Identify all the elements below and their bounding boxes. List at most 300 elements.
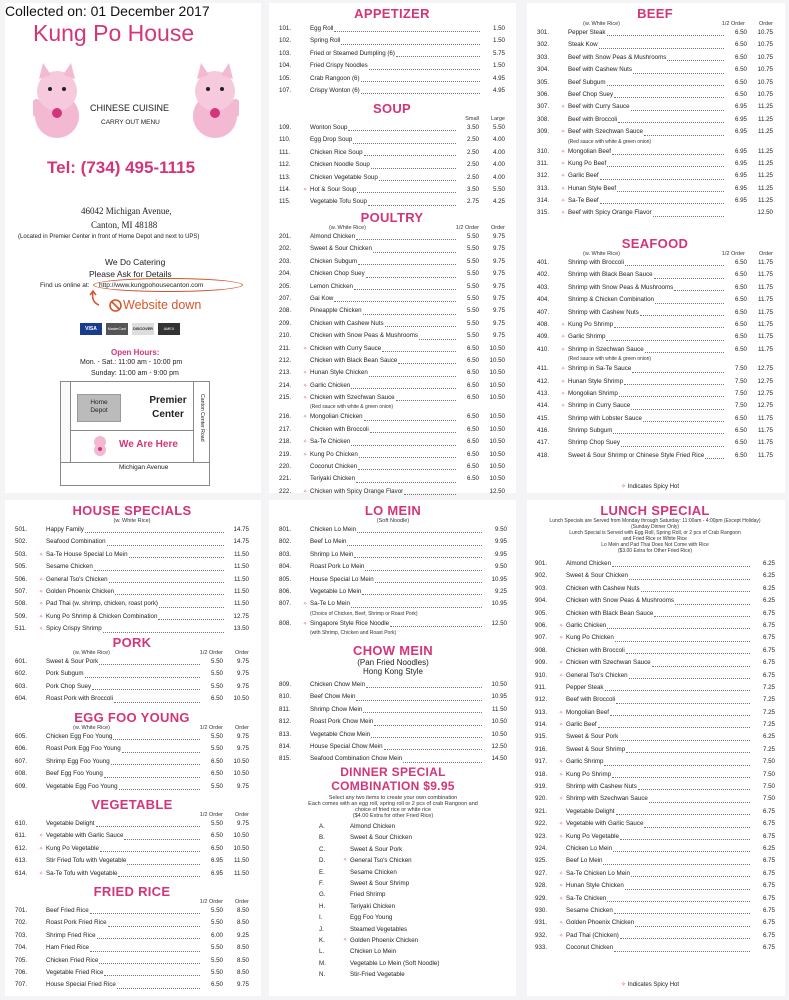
half-order-price: 6.50 bbox=[466, 450, 479, 458]
lomein-section bbox=[279, 503, 507, 637]
dot-leader bbox=[645, 352, 724, 353]
dinner-desc4: ($4.00 Extra for other Fried Rice) bbox=[352, 813, 434, 819]
spicy-pepper-icon: ✧ bbox=[561, 210, 566, 217]
half-order-price: 5.50 bbox=[466, 307, 479, 315]
dot-leader bbox=[357, 192, 456, 193]
order-price: 6.75 bbox=[762, 671, 775, 679]
menu-item-row bbox=[535, 558, 775, 570]
item-number: 611. bbox=[15, 832, 27, 840]
item-number: 810. bbox=[279, 693, 292, 701]
order-price: 1.50 bbox=[492, 62, 505, 70]
order-price: 11.50 bbox=[233, 563, 249, 571]
order-price: 9.75 bbox=[492, 282, 505, 290]
menu-item-row bbox=[15, 598, 249, 610]
item-number: 509. bbox=[15, 612, 28, 620]
order-price: 11.75 bbox=[757, 345, 773, 353]
menu-item-row bbox=[279, 618, 507, 630]
chowmein-sub2: Hong Kong Style bbox=[362, 667, 424, 676]
item-number: 203. bbox=[279, 257, 292, 265]
col-header-half: 1/2 Order bbox=[199, 812, 223, 818]
menu-item-row bbox=[279, 281, 505, 293]
item-number: 102. bbox=[279, 37, 292, 45]
spicy-pepper-icon: ✧ bbox=[559, 821, 564, 828]
dot-leader bbox=[600, 203, 724, 204]
item-number: 917. bbox=[535, 758, 548, 766]
egg-list bbox=[15, 731, 249, 793]
panel-lunch bbox=[527, 500, 785, 996]
menu-item-row bbox=[535, 682, 775, 694]
item-name: Almond Chicken bbox=[310, 232, 356, 240]
cat-marker-icon bbox=[91, 434, 109, 456]
dot-leader bbox=[641, 591, 750, 592]
spicy-pepper-icon: ✧ bbox=[39, 626, 44, 633]
menu-item-row bbox=[537, 257, 773, 269]
item-number: 309. bbox=[537, 128, 550, 136]
spicy-pepper-icon: ✧ bbox=[561, 390, 566, 397]
order-price: 7.50 bbox=[762, 795, 775, 803]
menu-item-row bbox=[537, 114, 773, 126]
item-name: Golden Phoenix Chicken bbox=[566, 919, 635, 927]
col-header-order: Order bbox=[234, 650, 249, 656]
item-name: Vegetable Egg Foo Young bbox=[46, 782, 118, 790]
order-price: 7.25 bbox=[762, 721, 775, 729]
item-number: N. bbox=[319, 971, 326, 979]
item-name: Sweet & Sour Shrimp bbox=[566, 745, 626, 753]
item-name: Shrimp & Chicken Combination bbox=[568, 296, 654, 304]
menu-item-row bbox=[319, 912, 507, 923]
menu-item-row bbox=[535, 620, 775, 632]
item-number: 402. bbox=[537, 271, 550, 279]
dot-leader bbox=[351, 388, 456, 389]
item-number: 210. bbox=[279, 332, 292, 340]
order-price: 11.75 bbox=[757, 439, 773, 447]
order-price: 10.50 bbox=[489, 394, 505, 402]
order-price: 14.75 bbox=[233, 538, 249, 546]
item-number: 311. bbox=[537, 159, 549, 167]
menu-item-row bbox=[535, 893, 775, 905]
item-number: 413. bbox=[537, 389, 550, 397]
lomein-list bbox=[279, 524, 507, 637]
item-name: Chicken with Snow Peas & Mushrooms bbox=[566, 597, 674, 605]
dot-leader bbox=[625, 265, 724, 266]
half-order-price: 6.50 bbox=[466, 413, 479, 421]
half-order-price: 6.50 bbox=[734, 271, 747, 279]
half-order-price: 6.50 bbox=[734, 283, 747, 291]
menu-item-row bbox=[279, 147, 505, 159]
item-number: 907. bbox=[535, 634, 548, 642]
item-name: Chicken with Curry Sauce bbox=[310, 344, 382, 352]
menu-item-row bbox=[537, 101, 773, 113]
order-price: 9.75 bbox=[236, 981, 249, 989]
item-name: House Special Fried Rice bbox=[46, 981, 116, 989]
dot-leader bbox=[616, 814, 750, 815]
item-name: Crispy Wonton (6) bbox=[310, 86, 360, 94]
item-name: Beef with Broccoli bbox=[566, 696, 616, 704]
order-price: 5.50 bbox=[492, 123, 505, 131]
order-price: 6.75 bbox=[762, 857, 775, 865]
item-name: Beef with Cashew Nuts bbox=[568, 66, 632, 74]
order-price: 6.75 bbox=[762, 894, 775, 902]
col-header-half: 1/2 Order bbox=[721, 21, 745, 27]
order-price: 10.95 bbox=[491, 575, 507, 583]
find-us-label: Find us online at: bbox=[40, 282, 90, 289]
item-number: 410. bbox=[537, 345, 550, 353]
item-number: 506. bbox=[15, 575, 28, 583]
item-number: 113. bbox=[279, 173, 291, 181]
item-number: 508. bbox=[15, 600, 28, 608]
menu-item-row bbox=[279, 60, 505, 72]
spicy-pepper-icon: ✧ bbox=[303, 370, 308, 377]
item-name: Pad Thai (w. shrimp, chicken, roast pork) bbox=[46, 600, 158, 608]
pepper-icon: ✧ bbox=[621, 484, 628, 490]
dot-leader bbox=[118, 876, 200, 877]
lomein-subtitle: (Soft Noodle) bbox=[376, 518, 410, 524]
item-name: Beef with Szechwan Sauce bbox=[568, 128, 643, 136]
menu-item-row bbox=[535, 632, 775, 644]
beef-subtitle: (w. White Rice) bbox=[583, 21, 620, 27]
dot-leader bbox=[369, 376, 456, 377]
item-number: 416. bbox=[537, 427, 550, 435]
item-name: Beef with Broccoli bbox=[568, 115, 618, 123]
dot-leader bbox=[124, 839, 200, 840]
spicy-pepper-icon: ✧ bbox=[39, 551, 44, 558]
dinner-list bbox=[279, 821, 507, 980]
item-number: 412. bbox=[537, 377, 550, 385]
half-order-price: 6.50 bbox=[210, 770, 223, 778]
dot-leader bbox=[644, 827, 750, 828]
hours-weekday: Mon. - Sat.: 11:00 am - 10:00 pm bbox=[80, 359, 183, 366]
michigan-avenue-label: Michigan Avenue bbox=[119, 464, 169, 471]
menu-item-row bbox=[15, 967, 249, 979]
lucky-cat-left-icon bbox=[27, 61, 87, 141]
menu-item-row bbox=[537, 170, 773, 182]
item-name: Shrimp in Szechwan Sauce bbox=[568, 345, 644, 353]
order-price: 6.75 bbox=[762, 919, 775, 927]
order-price: 1.50 bbox=[492, 37, 505, 45]
order-price: 7.25 bbox=[762, 708, 775, 716]
order-price: 6.75 bbox=[762, 832, 775, 840]
order-price: 11.50 bbox=[233, 575, 249, 583]
item-number: 811. bbox=[279, 705, 291, 713]
menu-item-row bbox=[279, 461, 505, 473]
order-price: 4.00 bbox=[492, 136, 505, 144]
spicy-pepper-icon: ✧ bbox=[561, 148, 566, 155]
order-price: 12.75 bbox=[233, 612, 249, 620]
item-name: Hunan Style Beef bbox=[568, 184, 617, 192]
dot-leader bbox=[632, 372, 724, 373]
veg-section bbox=[15, 797, 249, 880]
item-name: Fried Shrimp bbox=[350, 891, 386, 899]
item-name: Garlic Chicken bbox=[566, 621, 607, 629]
order-price: 9.25 bbox=[494, 587, 507, 595]
col-header-order: Order bbox=[234, 899, 249, 905]
item-number: 933. bbox=[535, 944, 548, 952]
item-number: E. bbox=[319, 868, 325, 876]
item-name: Roast Pork Chow Mein bbox=[310, 718, 374, 726]
item-number: 105. bbox=[279, 74, 292, 82]
dot-leader bbox=[85, 532, 224, 533]
seafood-subtitle: (w. White Rice) bbox=[583, 251, 620, 257]
order-price: 11.75 bbox=[757, 283, 773, 291]
lunch-section bbox=[535, 503, 775, 955]
dot-leader bbox=[655, 303, 724, 304]
soup-title: SOUP bbox=[372, 101, 412, 116]
order-price: 10.50 bbox=[489, 425, 505, 433]
item-name: Garlic Shrimp bbox=[566, 758, 604, 766]
item-number: 925. bbox=[535, 857, 548, 865]
map-side-strip bbox=[61, 382, 71, 462]
panel-beef-seafood bbox=[527, 3, 785, 493]
dot-leader bbox=[109, 582, 224, 583]
item-number: 101. bbox=[279, 24, 292, 32]
order-price: 9.50 bbox=[494, 525, 507, 533]
half-order-price: 6.95 bbox=[734, 172, 747, 180]
item-number: 706. bbox=[15, 968, 28, 976]
order-price: 11.25 bbox=[757, 159, 773, 167]
order-price: 4.00 bbox=[492, 173, 505, 181]
dot-leader bbox=[600, 179, 724, 180]
dot-leader bbox=[119, 789, 200, 790]
panel-appetizer-poultry bbox=[269, 3, 516, 493]
item-name: Shrimp with Lobster Sauce bbox=[568, 414, 642, 422]
menu-item-row bbox=[535, 744, 775, 756]
item-name: Chicken Lo Mein bbox=[310, 525, 357, 533]
half-order-price: 6.50 bbox=[210, 832, 223, 840]
item-name: Shrimp Fried Rice bbox=[46, 931, 96, 939]
menu-item-row bbox=[279, 367, 505, 379]
order-price: 9.50 bbox=[494, 563, 507, 571]
item-name: Chicken Subgum bbox=[310, 257, 358, 265]
order-price: 11.25 bbox=[757, 172, 773, 180]
half-order-price: 6.50 bbox=[734, 53, 747, 61]
order-price: 6.75 bbox=[762, 659, 775, 667]
lunch-desc3: Lunch Special is Served with Egg Roll, Spring Roll, or 2 pcs of Crab Rangoon bbox=[569, 530, 741, 536]
menu-item-row bbox=[279, 122, 505, 134]
item-number: 608. bbox=[15, 770, 28, 778]
appetizer-section bbox=[279, 6, 505, 97]
half-order-price: 5.50 bbox=[210, 657, 223, 665]
item-note: (Choice of Chicken, Beef, Shrimp or Roast Pork) bbox=[310, 610, 418, 617]
spicy-pepper-icon: ✧ bbox=[559, 771, 564, 778]
dot-leader bbox=[370, 432, 456, 433]
item-name: Kung Po Beef bbox=[568, 159, 607, 167]
item-number: 407. bbox=[537, 308, 550, 316]
order-price: 10.50 bbox=[233, 832, 249, 840]
order-price: 11.75 bbox=[757, 333, 773, 341]
item-number: G. bbox=[319, 891, 326, 899]
dot-leader bbox=[373, 252, 456, 253]
order-price: 10.50 bbox=[489, 369, 505, 377]
order-price: 7.25 bbox=[762, 745, 775, 753]
item-name: Chicken Lo Mein bbox=[566, 844, 613, 852]
spicy-legend-bottom bbox=[621, 981, 679, 988]
tagline-cuisine: CHINESE CUISINE bbox=[90, 103, 170, 113]
menu-item-row bbox=[15, 574, 249, 586]
item-number: 924. bbox=[535, 844, 548, 852]
half-order-price: 6.50 bbox=[466, 463, 479, 471]
item-name: Spring Roll bbox=[310, 37, 341, 45]
order-price: 11.25 bbox=[757, 128, 773, 136]
item-number: 213. bbox=[279, 369, 292, 377]
dot-leader bbox=[674, 290, 724, 291]
spicy-pepper-icon: ✧ bbox=[561, 403, 566, 410]
item-note: (Red sauce with white & green onion) bbox=[568, 356, 652, 363]
item-number: 315. bbox=[537, 209, 550, 217]
item-name: Vegetable Fried Rice bbox=[46, 968, 104, 976]
menu-item-row bbox=[279, 184, 505, 196]
menu-item-row bbox=[279, 343, 505, 355]
half-order-price: 5.50 bbox=[466, 232, 479, 240]
order-price: 10.75 bbox=[757, 90, 773, 98]
half-order-price: 3.50 bbox=[466, 185, 479, 193]
menu-item-row bbox=[15, 768, 249, 780]
order-price: 9.25 bbox=[236, 931, 249, 939]
order-price: 10.75 bbox=[757, 53, 773, 61]
half-order-price: 5.50 bbox=[210, 670, 223, 678]
spicy-pepper-icon: ✧ bbox=[559, 635, 564, 642]
hours-sunday: Sunday: 11:00 am - 9:00 pm bbox=[91, 370, 179, 377]
dot-leader bbox=[334, 301, 456, 302]
dot-leader bbox=[640, 315, 724, 316]
item-name: Chicken with Cashew Nuts bbox=[310, 319, 384, 327]
dot-leader bbox=[115, 594, 224, 595]
item-number: 606. bbox=[15, 745, 28, 753]
item-name: Shrimp with Broccoli bbox=[568, 258, 625, 266]
order-price: 9.75 bbox=[236, 782, 249, 790]
menu-item-row bbox=[537, 39, 773, 51]
col-header-half: 1/2 Order bbox=[721, 251, 745, 257]
dot-leader bbox=[96, 826, 200, 827]
dot-leader bbox=[613, 433, 724, 434]
order-price: 6.25 bbox=[762, 733, 775, 741]
menu-item-row bbox=[279, 134, 505, 146]
half-order-price: 6.50 bbox=[210, 757, 223, 765]
dot-leader bbox=[607, 901, 750, 902]
item-number: 209. bbox=[279, 319, 292, 327]
order-price: 9.75 bbox=[236, 682, 249, 690]
half-order-price: 6.50 bbox=[734, 414, 747, 422]
item-name: Chicken Rice Soup bbox=[310, 148, 363, 156]
item-number: 702. bbox=[15, 919, 28, 927]
menu-item-row bbox=[535, 670, 775, 682]
menu-item-row bbox=[535, 657, 775, 669]
item-name: Golden Phoenix Chicken bbox=[46, 587, 115, 595]
phone-number[interactable]: Tel: (734) 495-1115 bbox=[47, 158, 196, 177]
dot-leader bbox=[122, 752, 200, 753]
dot-leader bbox=[384, 749, 482, 750]
item-name: Sa-Te Chicken Lo Mein bbox=[566, 869, 630, 877]
dot-leader bbox=[375, 582, 482, 583]
pork-section bbox=[15, 635, 249, 706]
menu-item-row bbox=[15, 781, 249, 793]
item-name: Garlic Beef bbox=[568, 172, 599, 180]
menu-item-row bbox=[279, 172, 505, 184]
col-header-large: Large bbox=[490, 116, 505, 122]
dot-leader bbox=[358, 264, 456, 265]
item-note: (Red sauce with white & green onion) bbox=[310, 404, 394, 411]
item-name: Steak Kow bbox=[568, 41, 598, 49]
dot-leader bbox=[396, 56, 480, 57]
menu-item-row bbox=[319, 969, 507, 980]
soup-list bbox=[279, 122, 505, 209]
spicy-pepper-icon: ✧ bbox=[559, 759, 564, 766]
half-order-price: 6.50 bbox=[466, 475, 479, 483]
no-entry-icon bbox=[109, 299, 122, 312]
item-number: 220. bbox=[279, 463, 292, 471]
menu-item-row bbox=[279, 23, 505, 35]
item-number: 603. bbox=[15, 682, 28, 690]
menu-item-row bbox=[535, 818, 775, 830]
spicy-pepper-icon: ✧ bbox=[343, 936, 348, 943]
item-name: Garlic Shrimp bbox=[568, 333, 606, 341]
dot-leader bbox=[620, 938, 750, 939]
half-order-price: 7.50 bbox=[734, 377, 747, 385]
menu-item-row bbox=[537, 89, 773, 101]
item-number: F. bbox=[319, 879, 324, 887]
item-number: 805. bbox=[279, 575, 292, 583]
item-name: Chicken Vegetable Soup bbox=[310, 173, 378, 181]
order-price: 10.50 bbox=[491, 718, 507, 726]
order-price: 11.25 bbox=[757, 115, 773, 123]
legend-text: Indicates Spicy Hot bbox=[627, 484, 680, 490]
half-order-price: 6.50 bbox=[734, 258, 747, 266]
half-order-price: 2.50 bbox=[466, 161, 479, 169]
item-number: 911. bbox=[535, 683, 547, 691]
half-order-price: 2.75 bbox=[466, 198, 479, 206]
item-name: Vegetable Lo Mein bbox=[310, 587, 362, 595]
menu-item-row bbox=[279, 679, 507, 691]
egg-section bbox=[15, 710, 249, 793]
half-order-price: 6.50 bbox=[734, 333, 747, 341]
menu-item-row bbox=[279, 586, 507, 598]
menu-item-row bbox=[319, 878, 507, 889]
menu-item-row bbox=[537, 344, 773, 356]
item-name: Vegetable Delight bbox=[566, 807, 615, 815]
item-name: Shrimp in Sa-Te Sauce bbox=[568, 365, 632, 373]
item-number: 905. bbox=[535, 609, 548, 617]
menu-item-row bbox=[319, 946, 507, 957]
menu-item-row bbox=[535, 806, 775, 818]
website-url[interactable]: http://www.kungpohousecanton.com bbox=[99, 282, 204, 289]
menu-item-row bbox=[535, 583, 775, 595]
item-name: Shrimp with Szechwan Sauce bbox=[566, 795, 648, 803]
item-number: 302. bbox=[537, 41, 550, 49]
dot-leader bbox=[403, 762, 482, 763]
dot-leader bbox=[607, 166, 724, 167]
half-order-price: 5.50 bbox=[210, 819, 223, 827]
menu-item-row bbox=[537, 64, 773, 76]
item-name: Almond Chicken bbox=[566, 559, 612, 567]
menu-item-row bbox=[279, 473, 505, 485]
order-price: 11.75 bbox=[757, 308, 773, 316]
order-price: 9.75 bbox=[236, 670, 249, 678]
half-order-price: 6.50 bbox=[466, 344, 479, 352]
half-order-price: 5.50 bbox=[466, 319, 479, 327]
menu-item-row bbox=[279, 243, 505, 255]
item-number: 418. bbox=[537, 451, 550, 459]
item-name: Sa-Te Beef bbox=[568, 197, 599, 205]
item-number: 920. bbox=[535, 795, 548, 803]
menu-item-row bbox=[535, 781, 775, 793]
spicy-pepper-icon: ✧ bbox=[39, 588, 44, 595]
menu-item-row bbox=[15, 611, 249, 623]
order-price: 9.95 bbox=[494, 538, 507, 546]
dot-leader bbox=[366, 687, 482, 688]
legend-text: Indicates Spicy Hot bbox=[627, 982, 680, 988]
order-price: 11.75 bbox=[757, 320, 773, 328]
menu-item-row bbox=[537, 269, 773, 281]
amex-icon: AMEX bbox=[158, 323, 180, 335]
